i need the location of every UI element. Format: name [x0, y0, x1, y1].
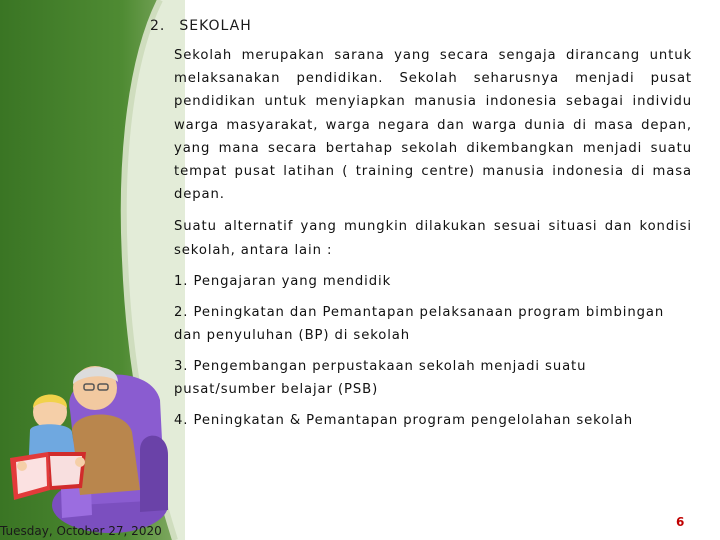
- slide-body: [174, 44, 692, 432]
- section-title: SEKOLAH: [179, 18, 252, 34]
- footer-date: Tuesday, October 27, 2020: [0, 524, 162, 538]
- intro-paragraph: Sekolah merupakan sarana yang secara sengaja dirancang untuk melaksanakan pendidikan. Sekolah seharusnya menjadi pusat pendidikan untuk menyiapkan manusia indonesia sebagai individu warga masyarakat, warga negara dan warga dunia di masa depan, yang mana secara bertahap sekolah dikembangkan menjadi suatu tempat pusat latihan ( training centre) manusia indonesia di masa depan.: [174, 48, 692, 203]
- section-number: 2.: [150, 18, 166, 34]
- list-item: 2. Peningkatan dan Pemantapan pelaksanaan program bimbingan dan penyuluhan (BP) di sekolah: [174, 304, 665, 343]
- list-item: 1. Pengajaran yang mendidik: [174, 273, 392, 289]
- decorative-sidebar: [0, 0, 185, 540]
- section-heading: [150, 18, 252, 34]
- page-number: 6: [676, 515, 685, 529]
- list-item: 4. Peningkatan & Pemantapan program pengelolahan sekolah: [174, 412, 634, 428]
- reading-illustration: [0, 340, 185, 540]
- alternative-paragraph: Suatu alternatif yang mungkin dilakukan sesuai situasi dan kondisi sekolah, antara lain :: [174, 219, 692, 258]
- list-item: 3. Pengembangan perpustakaan sekolah menjadi suatu pusat/sumber belajar (PSB): [174, 358, 587, 397]
